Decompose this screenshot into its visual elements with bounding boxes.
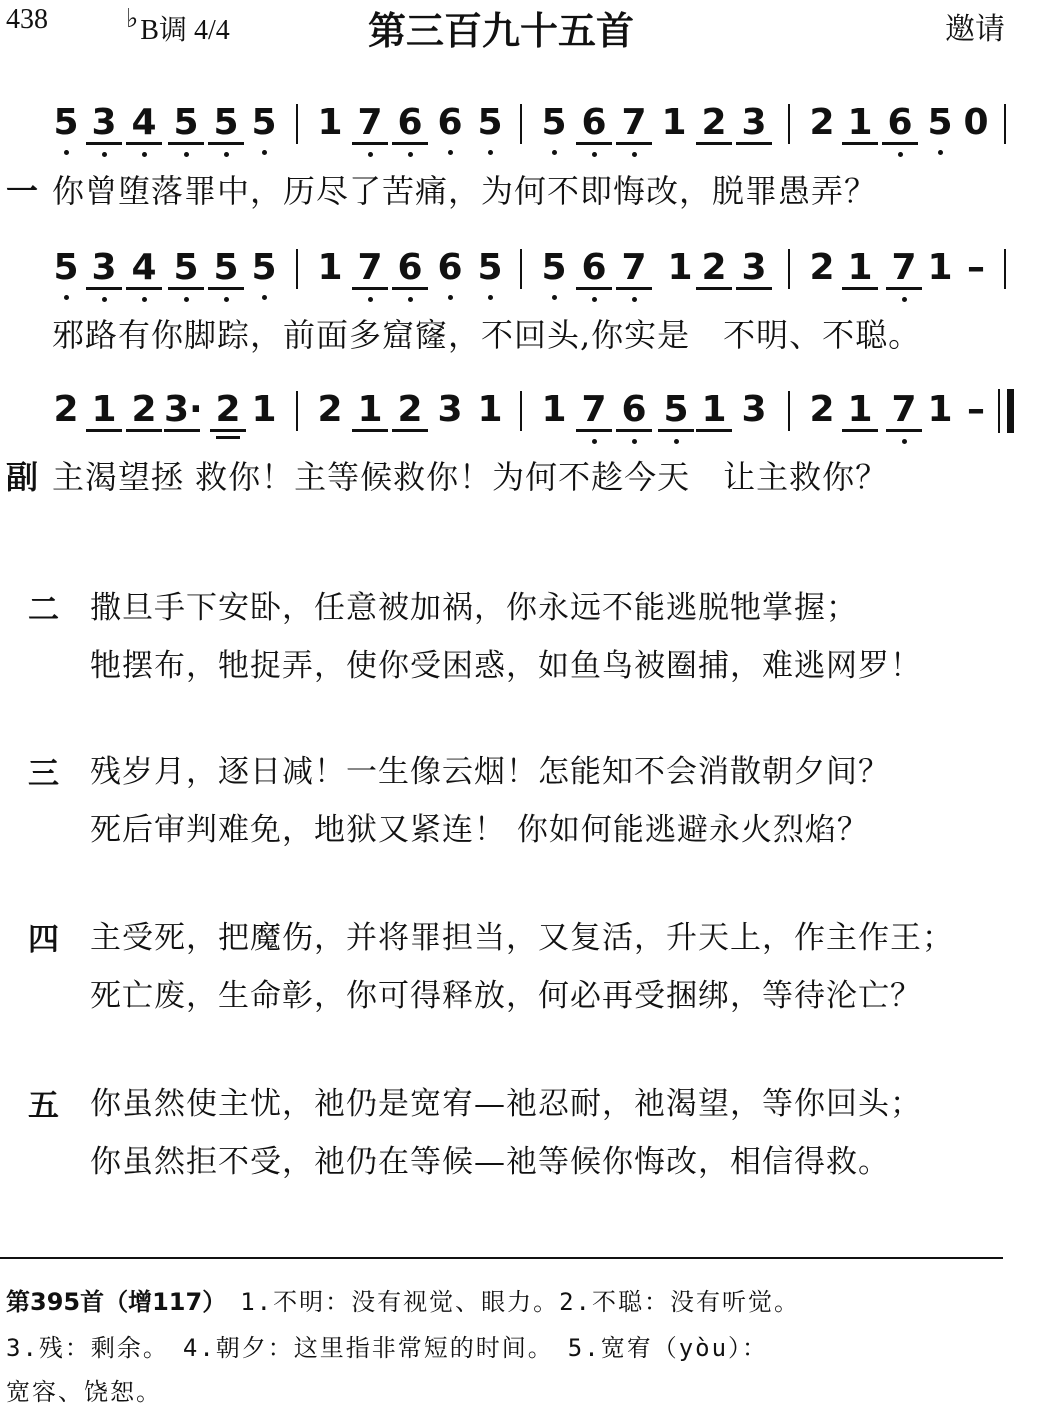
notation-line — [0, 387, 1057, 437]
barline — [520, 391, 522, 431]
barline — [296, 249, 298, 289]
note — [168, 100, 204, 145]
low-octave-dot — [262, 295, 267, 300]
note-digit: 5 — [173, 102, 199, 143]
note-digit: 3 — [741, 247, 767, 288]
note-digit: 0 — [963, 102, 989, 143]
low-octave-dot — [592, 152, 597, 157]
note-digit: 1 — [927, 247, 953, 288]
note — [576, 245, 612, 290]
note-digit: 2 — [131, 389, 157, 430]
note — [842, 100, 878, 145]
note — [126, 245, 162, 290]
note-digit: 7 — [581, 389, 607, 430]
low-octave-dot — [898, 152, 903, 157]
note — [576, 100, 612, 145]
lyric-text: 邪路有你脚踪，前面多窟窿，不回头,你实是 不明、不聪。 — [52, 316, 922, 354]
note — [882, 100, 918, 145]
note-digit: 5 — [541, 102, 567, 143]
note-digit: 7 — [357, 102, 383, 143]
note — [86, 387, 122, 432]
note — [352, 100, 388, 145]
low-octave-dot — [142, 297, 147, 302]
note — [616, 387, 652, 432]
footnote-text-1: 1.不明：没有视觉、眼力。2.不聪：没有听觉。 — [240, 1288, 800, 1316]
underline-sixteenth — [216, 436, 240, 439]
low-octave-dot — [408, 152, 413, 157]
verse-line: 你虽然使主忧，祂仍是宽宥—祂忍耐，祂渴望，等你回头； — [90, 1086, 922, 1122]
low-octave-dot — [224, 152, 229, 157]
note-digit: 3· — [164, 389, 203, 430]
note — [432, 387, 468, 433]
note-digit: 7 — [621, 247, 647, 288]
barline — [788, 104, 790, 144]
verse-label: 三 — [28, 756, 59, 792]
low-octave-dot — [488, 295, 493, 300]
note-digit: 5 — [251, 102, 277, 143]
note — [804, 100, 840, 146]
note — [958, 100, 994, 146]
low-octave-dot — [262, 150, 267, 155]
note — [246, 100, 282, 146]
note-digit: 1 — [847, 247, 873, 288]
note-digit: 5 — [53, 247, 79, 288]
low-octave-dot — [488, 150, 493, 155]
footnote-line-3: 宽容、饶恕。 — [6, 1378, 162, 1406]
footnote-divider — [0, 1257, 1003, 1259]
note-digit: – — [967, 389, 985, 430]
note — [208, 245, 244, 290]
note-digit: 1 — [317, 247, 343, 288]
note-digit: 1 — [701, 389, 727, 430]
low-octave-dot — [938, 150, 943, 155]
note-digit: 6 — [621, 389, 647, 430]
note — [696, 245, 732, 290]
low-octave-dot — [592, 297, 597, 302]
note-digit: 2 — [397, 389, 423, 430]
lyric-text: 主渴望拯 救你！主等候救你！为何不趁今天 让主救你？ — [52, 458, 889, 496]
low-octave-dot — [184, 297, 189, 302]
note — [392, 245, 428, 290]
note-digit: 6 — [437, 247, 463, 288]
low-octave-dot — [674, 439, 679, 444]
low-octave-dot — [368, 297, 373, 302]
note — [48, 387, 84, 433]
verse-line: 残岁月，逐日减！一生像云烟！怎能知不会消散朝夕间？ — [90, 754, 890, 790]
low-octave-dot — [224, 297, 229, 302]
note-digit: 3 — [91, 247, 117, 288]
verse-line: 死亡废，生命彰，你可得释放，何必再受捆绑，等待沦亡？ — [90, 978, 922, 1014]
flat-sign: ♭ — [126, 4, 139, 33]
note — [616, 245, 652, 290]
note — [662, 245, 698, 291]
note-digit: 5 — [477, 247, 503, 288]
verse-line: 牠摆布，牠捉弄，使你受困惑，如鱼鸟被圈捕，难逃网罗！ — [90, 648, 922, 684]
lyric-text: 你曾堕落罪中，历尽了苦痛，为何不即悔改，脱罪愚弄？ — [52, 172, 878, 210]
note — [922, 100, 958, 146]
note — [432, 100, 468, 146]
note — [696, 100, 732, 145]
note-digit: 2 — [809, 102, 835, 143]
note — [210, 387, 246, 432]
footnote-line-1 — [6, 1282, 800, 1317]
note-digit: 1 — [667, 247, 693, 288]
barline — [520, 104, 522, 144]
note-digit: 5 — [213, 102, 239, 143]
note — [86, 245, 122, 290]
note — [804, 245, 840, 291]
note-digit: 1 — [847, 389, 873, 430]
note-digit: 2 — [215, 389, 241, 430]
barline — [1004, 249, 1006, 289]
low-octave-dot — [448, 150, 453, 155]
note-digit: 4 — [131, 247, 157, 288]
note — [312, 100, 348, 146]
note — [164, 387, 203, 432]
verse-label: 二 — [28, 592, 59, 628]
note — [736, 245, 772, 290]
note-digit: 5 — [541, 247, 567, 288]
note — [736, 100, 772, 145]
note — [48, 100, 84, 146]
note-digit: 7 — [621, 102, 647, 143]
verse-line: 你虽然拒不受，祂仍在等候—祂等候你悔改，相信得救。 — [90, 1144, 890, 1180]
note-digit: 5 — [927, 102, 953, 143]
note — [472, 100, 508, 146]
key-signature — [126, 4, 230, 48]
note — [208, 100, 244, 145]
note — [576, 387, 612, 432]
barline — [520, 249, 522, 289]
final-barline — [998, 389, 1014, 433]
stanza-label: 一 — [6, 172, 39, 210]
note — [246, 387, 282, 433]
barline — [1004, 104, 1006, 144]
note-digit: 1 — [661, 102, 687, 143]
note-digit: 5 — [53, 102, 79, 143]
note-digit: 6 — [397, 102, 423, 143]
low-octave-dot — [64, 295, 69, 300]
low-octave-dot — [902, 439, 907, 444]
note — [536, 245, 572, 291]
note-digit: 5 — [251, 247, 277, 288]
notation-line — [0, 100, 1057, 150]
hymn-title: 第三百九十五首 — [368, 9, 635, 53]
note-digit: 1 — [477, 389, 503, 430]
note — [246, 245, 282, 291]
note — [86, 100, 122, 145]
note — [472, 387, 508, 433]
footnote-line-2: 3.残：剩余。 4.朝夕：这里指非常短的时间。 5.宽宥（yòu）： — [6, 1334, 769, 1362]
note — [392, 100, 428, 145]
low-octave-dot — [368, 152, 373, 157]
note-digit: 6 — [397, 247, 423, 288]
low-octave-dot — [448, 295, 453, 300]
low-octave-dot — [102, 297, 107, 302]
low-octave-dot — [632, 297, 637, 302]
note — [312, 387, 348, 433]
note-digit: 2 — [809, 247, 835, 288]
note-digit: 2 — [53, 389, 79, 430]
note-digit: 1 — [317, 102, 343, 143]
note — [958, 387, 994, 433]
note — [48, 245, 84, 291]
verse-label: 四 — [28, 922, 59, 958]
verse-label: 五 — [28, 1088, 59, 1124]
barline — [788, 391, 790, 431]
verse-line: 死后审判难免，地狱又紧连！ 你如何能逃避永火烈焰？ — [90, 812, 869, 848]
note-digit: 1 — [927, 389, 953, 430]
note-digit: 5 — [663, 389, 689, 430]
verse-line: 主受死，把魔伤，并将罪担当，又复活，升天上，作主作王； — [90, 920, 954, 956]
note — [312, 245, 348, 291]
note-digit: 2 — [317, 389, 343, 430]
note-digit: 5 — [173, 247, 199, 288]
stanza-label: 副 — [6, 458, 39, 496]
low-octave-dot — [408, 297, 413, 302]
note — [536, 387, 572, 433]
low-octave-dot — [632, 439, 637, 444]
note-digit: 2 — [809, 389, 835, 430]
note-digit: 4 — [131, 102, 157, 143]
note-digit: 1 — [847, 102, 873, 143]
note-digit: 7 — [891, 247, 917, 288]
note — [656, 100, 692, 146]
note — [736, 387, 772, 433]
note-digit: 1 — [357, 389, 383, 430]
page-number: 438 — [6, 4, 48, 35]
note-digit: 2 — [701, 102, 727, 143]
note-digit: 7 — [891, 389, 917, 430]
note-digit: 6 — [887, 102, 913, 143]
barline — [788, 249, 790, 289]
low-octave-dot — [102, 152, 107, 157]
low-octave-dot — [552, 295, 557, 300]
note-digit: 5 — [213, 247, 239, 288]
note — [432, 245, 468, 291]
note — [536, 100, 572, 146]
note — [472, 245, 508, 291]
low-octave-dot — [552, 150, 557, 155]
low-octave-dot — [142, 152, 147, 157]
note — [352, 387, 388, 432]
note — [392, 387, 428, 432]
note-digit: 1 — [91, 389, 117, 430]
note — [696, 387, 732, 432]
note — [886, 387, 922, 432]
note-digit: 2 — [701, 247, 727, 288]
note — [922, 245, 958, 291]
low-octave-dot — [632, 152, 637, 157]
note — [958, 245, 994, 291]
note-digit: 1 — [251, 389, 277, 430]
note-digit: 3 — [91, 102, 117, 143]
low-octave-dot — [64, 150, 69, 155]
barline — [296, 391, 298, 431]
note — [616, 100, 652, 145]
note-digit: 6 — [437, 102, 463, 143]
low-octave-dot — [592, 439, 597, 444]
note — [168, 245, 204, 290]
hymn-theme: 邀请 — [945, 12, 1005, 47]
note — [842, 387, 878, 432]
low-octave-dot — [902, 297, 907, 302]
note-digit: 3 — [741, 389, 767, 430]
note-digit: 1 — [541, 389, 567, 430]
note — [126, 100, 162, 145]
note — [126, 387, 162, 432]
footnote-ref: 第395首（增117） — [6, 1288, 215, 1316]
note — [804, 387, 840, 433]
note — [352, 245, 388, 290]
notation-line — [0, 245, 1057, 295]
note-digit: 6 — [581, 247, 607, 288]
note-digit: 5 — [477, 102, 503, 143]
low-octave-dot — [184, 152, 189, 157]
note — [658, 387, 694, 432]
note — [922, 387, 958, 433]
verse-line: 撒旦手下安卧，任意被加祸，你永远不能逃脱牠掌握； — [90, 590, 858, 626]
note-digit: 3 — [437, 389, 463, 430]
note-digit: – — [967, 247, 985, 288]
note — [842, 245, 878, 290]
note-digit: 7 — [357, 247, 383, 288]
key-text: B调 4/4 — [140, 15, 230, 46]
barline — [296, 104, 298, 144]
note-digit: 3 — [741, 102, 767, 143]
note-digit: 6 — [581, 102, 607, 143]
note — [886, 245, 922, 290]
